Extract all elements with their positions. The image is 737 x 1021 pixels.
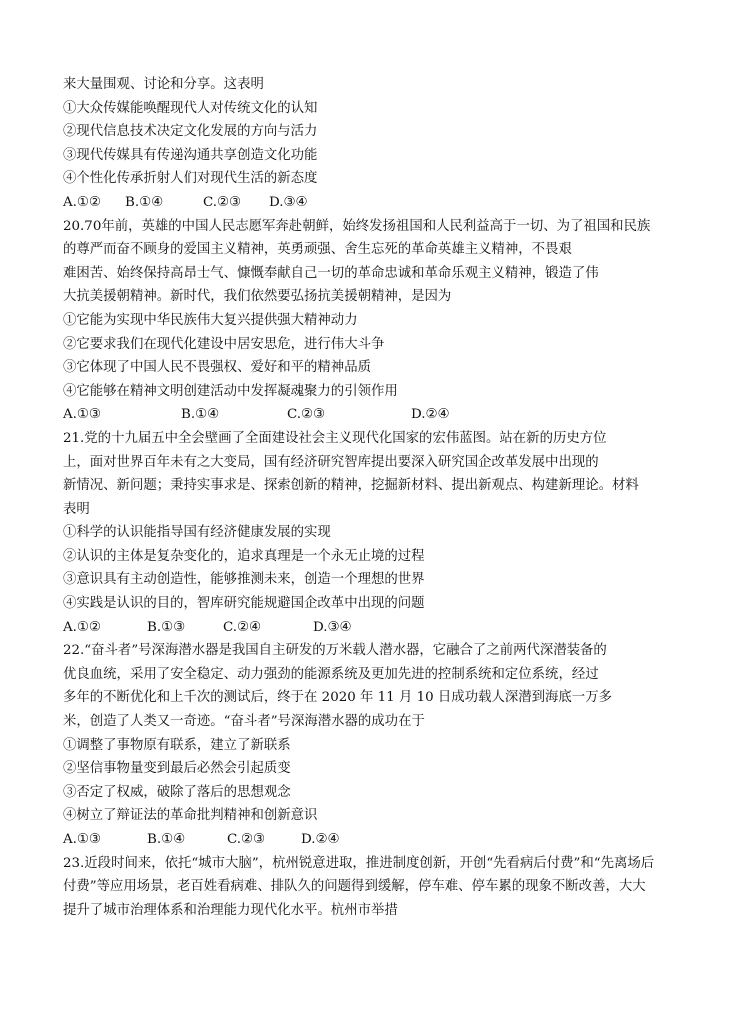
q20-item-2: ②它要求我们在现代化建设中居安思危，进行伟大斗争 — [63, 336, 385, 352]
q19-option-c: C.②③ — [203, 194, 242, 210]
q23-stem-line-3: 提升了城市治理体系和治理能力现代化水平。杭州市举措 — [63, 902, 398, 918]
q22-option-a: A.①③ — [63, 832, 101, 847]
q21-stem-line-3: 新情况、新问题；秉持实事求是、探索创新的精神，挖掘新材料、提出新观点、构建新理论。材料 — [63, 478, 639, 494]
q22-options — [63, 828, 683, 852]
q20-item-4: ④它能够在精神文明创建活动中发挥凝魂聚力的引领作用 — [63, 383, 398, 399]
exam-page — [63, 73, 683, 922]
q22-stem-line-1: 22.“奋斗者”号深海潜水器是我国自主研发的万米载人潜水器，它融合了之前两代深潜装备的 — [63, 643, 607, 659]
q20-stem-line-3: 难困苦、始终保持高昂士气、慷慨奉献自己一切的革命忠诚和革命乐观主义精神，锻造了伟 — [63, 265, 599, 281]
q19-option-d: D.③④ — [269, 194, 308, 210]
q22-stem-line-4: 米，创造了人类又一奇迹。“奋斗者”号深海潜水器的成功在于 — [63, 714, 425, 730]
q19-options — [63, 191, 683, 215]
q19-item-1: ①大众传媒能唤醒现代人对传统文化的认知 — [63, 100, 318, 116]
q19-stem-continuation: 来大量围观、讨论和分享。这表明 — [63, 77, 264, 92]
q20-stem-line-4: 大抗美援朝精神。新时代，我们依然要弘扬抗美援朝精神，是因为 — [63, 289, 452, 305]
q20-option-c: C.②③ — [287, 407, 326, 423]
q22-stem-line-3: 多年的不断优化和上千次的测试后，终于在 2020 年 11 月 10 日成功载人深潜到海底一万多 — [63, 690, 612, 706]
q21-item-1: ①科学的认识能指导国有经济健康发展的实现 — [63, 525, 331, 541]
q19-option-b: B.①④ — [125, 194, 164, 210]
q22-option-d: D.②④ — [301, 832, 340, 847]
q21-option-d: D.③④ — [313, 619, 352, 635]
q22-item-1: ①调整了事物原有联系，建立了新联系 — [63, 737, 291, 753]
q20-option-d: D.②④ — [411, 407, 450, 423]
q23-stem-line-1: 23.近段时间来，依托“城市大脑”，杭州锐意进取，推进制度创新，开创“先看病后付费”和“先离场后 — [63, 855, 655, 871]
q21-option-c: C.②④ — [223, 619, 262, 635]
q20-option-b: B.①④ — [181, 407, 220, 423]
q20-item-1: ①它能为实现中华民族伟大复兴提供强大精神动力 — [63, 312, 358, 328]
q20-item-3: ③它体现了中国人民不畏强权、爱好和平的精神品质 — [63, 360, 371, 376]
q21-option-a: A.①② — [63, 619, 101, 635]
q21-option-b: B.①③ — [147, 619, 186, 635]
q20-stem-line-2: 的尊严而奋不顾身的爱国主义精神，英勇顽强、舍生忘死的革命英雄主义精神，不畏艰 — [63, 242, 572, 258]
q21-stem-line-2: 上，面对世界百年未有之大变局，国有经济研究智库提出要深入研究国企改革发展中出现的 — [63, 454, 599, 470]
q21-item-2: ②认识的主体是复杂变化的，追求真理是一个永无止境的过程 — [63, 548, 425, 564]
q21-item-3: ③意识具有主动创造性，能够推测未来，创造一个理想的世界 — [63, 572, 425, 588]
q22-item-2: ②坚信事物量变到最后必然会引起质变 — [63, 761, 291, 777]
q19-option-a: A.①② — [63, 194, 101, 210]
q23-stem-line-2: 付费”等应用场景，老百姓看病难、排队久的问题得到缓解，停车难、停车累的现象不断改善，大大 — [63, 879, 646, 895]
q21-item-4: ④实践是认识的目的，智库研究能规避国企改革中出现的问题 — [63, 596, 425, 612]
q21-stem-line-4: 表明 — [63, 501, 90, 517]
q19-item-2: ②现代信息技术决定文化发展的方向与活力 — [63, 124, 318, 140]
q22-stem-line-2: 优良血统，采用了安全稳定、动力强劲的能源系统及更加先进的控制系统和定位系统，经过 — [63, 666, 599, 682]
q19-item-4: ④个性化传承折射人们对现代生活的新态度 — [63, 171, 318, 187]
q20-stem-line-1: 20.70年前，英雄的中国人民志愿军奔赴朝鲜，始终发扬祖国和人民利益高于一切、为了祖国和民族 — [63, 218, 651, 234]
q21-options — [63, 616, 683, 640]
q22-item-3: ③否定了权威，破除了落后的思想观念 — [63, 784, 291, 800]
q20-options — [63, 403, 683, 427]
q22-item-4: ④树立了辩证法的革命批判精神和创新意识 — [63, 808, 318, 824]
q19-item-3: ③现代传媒具有传递沟通共享创造文化功能 — [63, 147, 318, 163]
q20-option-a: A.①③ — [63, 407, 101, 423]
q22-option-b: B.①④ — [147, 832, 186, 847]
q21-stem-line-1: 21.党的十九届五中全会壁画了全面建设社会主义现代化国家的宏伟蓝图。站在新的历史方位 — [63, 430, 607, 446]
q22-option-c: C.②③ — [227, 832, 266, 847]
